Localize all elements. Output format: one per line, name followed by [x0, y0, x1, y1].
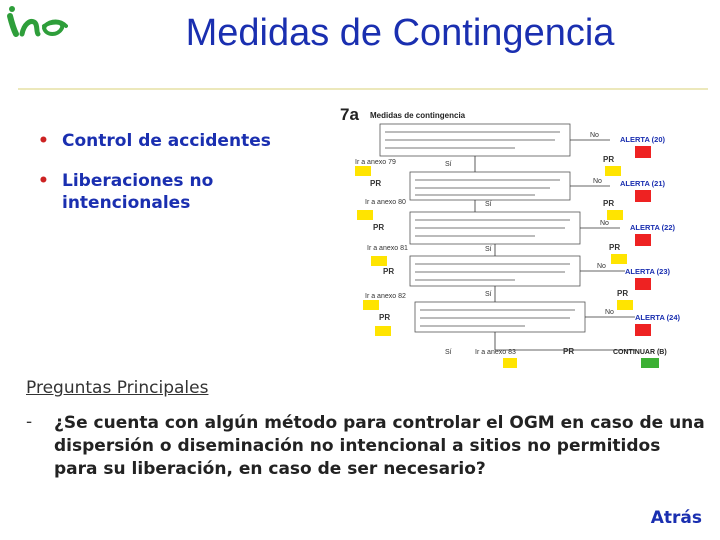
pr-label: PR [617, 289, 629, 298]
green-indicator [641, 358, 659, 368]
section-heading: Preguntas Principales [26, 378, 209, 398]
title-divider [18, 88, 708, 90]
yellow-indicator [607, 210, 623, 220]
ine-logo [6, 4, 68, 44]
no-label: No [593, 178, 602, 185]
pr-label: PR [603, 155, 615, 164]
si-label: Sí [485, 291, 492, 298]
si-label: Sí [485, 201, 492, 208]
yellow-indicator [605, 166, 621, 176]
pr-label: PR [383, 267, 395, 276]
question-item [26, 412, 706, 481]
annex-label: Ir a anexo 80 [365, 199, 406, 206]
question-box-2 [410, 172, 570, 200]
red-indicator [635, 234, 651, 246]
annex-label: Ir a anexo 79 [355, 159, 396, 166]
yellow-indicator [357, 210, 373, 220]
no-label: No [600, 220, 609, 227]
back-link[interactable]: Atrás [650, 508, 702, 528]
yellow-indicator [363, 300, 379, 310]
question-box-5 [415, 302, 585, 332]
si-label: Sí [445, 161, 452, 168]
question-box-4 [410, 256, 580, 286]
no-label: No [590, 132, 599, 139]
si-label: Sí [485, 246, 492, 253]
yellow-indicator [611, 254, 627, 264]
yellow-indicator [375, 326, 391, 336]
alert-label: ALERTA (24) [635, 313, 680, 322]
bullet-list [38, 130, 328, 232]
question-dash: - [26, 412, 33, 432]
alert-label: ALERTA (20) [620, 135, 665, 144]
annex-label: Ir a anexo 82 [365, 293, 406, 300]
alert-label: ALERTA (23) [625, 267, 670, 276]
contingency-flowchart [335, 100, 715, 370]
annex-label: Ir a anexo 81 [367, 245, 408, 252]
no-label: No [605, 309, 614, 316]
pr-label: PR [370, 179, 382, 188]
bullet-item [38, 170, 328, 214]
continuar-label: CONTINUAR (B) [613, 349, 667, 356]
yellow-indicator [355, 166, 371, 176]
pr-label: PR [609, 243, 621, 252]
flowchart-number: 7a [340, 105, 359, 124]
bullet-dot-icon: • [38, 131, 49, 151]
yellow-indicator [371, 256, 387, 266]
question-text: ¿Se cuenta con algún método para controlar el OGM en caso de una dispersión o diseminación no intencional a sitios no permitidos para su liberación, en caso de ser necesario? [54, 413, 705, 479]
flowchart-heading: Medidas de contingencia [370, 111, 466, 120]
pr-label: PR [379, 313, 391, 322]
bullet-label: Liberaciones no intencionales [62, 171, 214, 213]
annex-label: Ir a anexo 83 [475, 349, 516, 356]
si-label: Sí [445, 349, 452, 356]
pr-label: PR [373, 223, 385, 232]
red-indicator [635, 146, 651, 158]
no-label: No [597, 263, 606, 270]
page-title: Medidas de Contingencia [185, 12, 615, 54]
pr-label: PR [563, 347, 575, 356]
yellow-indicator [617, 300, 633, 310]
alert-label: ALERTA (22) [630, 223, 675, 232]
red-indicator [635, 278, 651, 290]
bullet-label: Control de accidentes [62, 131, 271, 151]
yellow-indicator [503, 358, 517, 368]
alert-label: ALERTA (21) [620, 179, 665, 188]
red-indicator [635, 190, 651, 202]
bullet-dot-icon: • [38, 171, 49, 191]
pr-label: PR [603, 199, 615, 208]
bullet-item [38, 130, 328, 152]
red-indicator [635, 324, 651, 336]
